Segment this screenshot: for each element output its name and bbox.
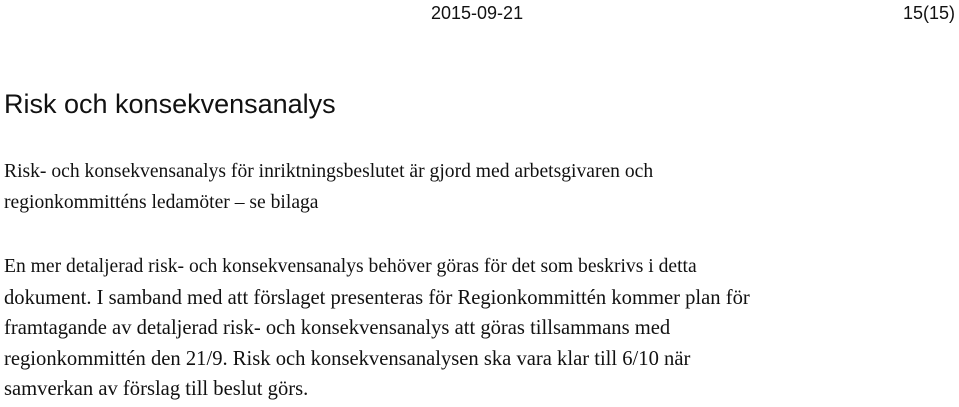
- paragraph-line: Risk- och konsekvensanalys för inriktningsbeslutet är gjord med arbetsgivaren och: [4, 161, 654, 182]
- paragraph-line: regionkommittén den 21/9. Risk och konsekvensanalysen ska vara klar till 6/10 när: [4, 347, 691, 370]
- paragraph-2: [4, 252, 750, 405]
- paragraph-1: [4, 157, 653, 218]
- header-date: 2015-09-21: [431, 3, 524, 23]
- page-header: [0, 0, 959, 28]
- page-number: 15(15): [902, 3, 955, 23]
- section-title: Risk och konsekvensanalys: [4, 89, 336, 119]
- paragraph-line: En mer detaljerad risk- och konsekvensanalys behöver göras för det som beskrivs i detta: [4, 256, 697, 277]
- paragraph-line: dokument. I samband med att förslaget presenteras för Regionkommittén kommer plan för: [4, 286, 750, 309]
- paragraph-line: regionkommitténs ledamöter – se bilaga: [4, 191, 319, 213]
- paragraph-line: framtagande av detaljerad risk- och konsekvensanalys att göras tillsammans med: [4, 317, 671, 339]
- paragraph-line: samverkan av förslag till beslut görs.: [4, 378, 309, 400]
